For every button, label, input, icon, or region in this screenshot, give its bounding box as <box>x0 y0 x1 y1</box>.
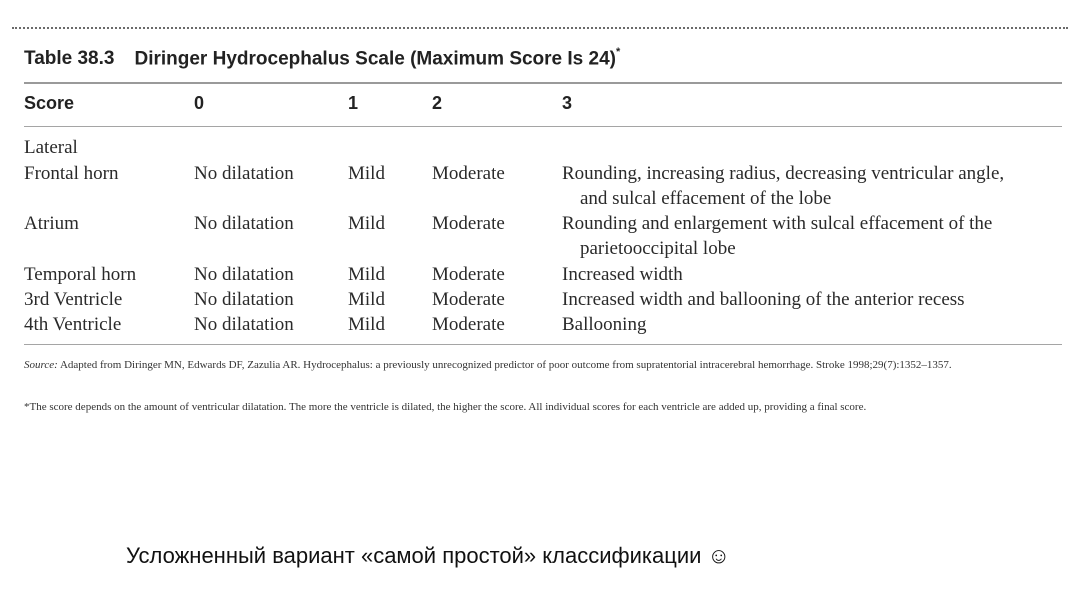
cell-score-3 <box>562 211 992 261</box>
table-number: Table 38.3 <box>24 48 115 70</box>
slide-caption: Усложненный вариант «самой простой» классификации ☺ <box>126 543 731 568</box>
header-bottom-rule <box>24 126 1062 127</box>
table-title <box>24 48 620 70</box>
header-top-rule <box>24 82 1062 84</box>
cell-score-1: Mild <box>348 314 385 335</box>
header-score-1: 1 <box>348 93 359 113</box>
cell-score-2: Moderate <box>432 213 505 234</box>
cell-score-0: No dilatation <box>194 213 294 234</box>
row-name: Temporal horn <box>24 264 137 285</box>
group-label-lateral: Lateral <box>24 137 78 158</box>
footnote-mark: * <box>24 401 30 413</box>
header-score: Score <box>24 93 75 113</box>
cell-score-3-line1: Rounding, increasing radius, decreasing ventricular angle, <box>562 163 1005 184</box>
header-score-3: 3 <box>562 93 573 113</box>
cell-score-0: No dilatation <box>194 264 294 285</box>
title-footnote-mark: * <box>616 46 621 58</box>
cell-score-3-line2: parietooccipital lobe <box>580 238 736 259</box>
table-bottom-rule <box>24 344 1062 345</box>
header-score-2: 2 <box>432 93 443 113</box>
cell-score-3: Increased width <box>562 264 683 285</box>
cell-score-2: Moderate <box>432 264 505 285</box>
row-name: Frontal horn <box>24 163 119 184</box>
cell-score-0: No dilatation <box>194 314 294 335</box>
cell-score-2: Moderate <box>432 314 505 335</box>
cell-score-1: Mild <box>348 213 385 234</box>
row-name: Atrium <box>24 213 79 234</box>
cell-score-3 <box>562 161 1004 211</box>
cell-score-0: No dilatation <box>194 289 294 310</box>
header-score-0: 0 <box>194 93 205 113</box>
source-text: Adapted from Diringer MN, Edwards DF, Zazulia AR. Hydrocephalus: a previously unrecognized predictor of poor outcome from supratentorial intracerebral hemorrhage. Stroke 1998;29(7):1352–1357. <box>59 359 952 371</box>
cell-score-1: Mild <box>348 289 385 310</box>
cell-score-2: Moderate <box>432 289 505 310</box>
score-footnote <box>24 399 1060 416</box>
cell-score-3-line1: Rounding and enlargement with sulcal effacement of the <box>562 213 993 234</box>
cell-score-0: No dilatation <box>194 163 294 184</box>
footnote-text: The score depends on the amount of ventricular dilatation. The more the ventricle is dilated, the higher the score. All individual scores for each ventricle are added up, providing a final score. <box>29 401 867 413</box>
cell-score-1: Mild <box>348 163 385 184</box>
cell-score-2: Moderate <box>432 163 505 184</box>
row-name: 4th Ventricle <box>24 314 122 335</box>
dotted-divider <box>12 27 1068 29</box>
cell-score-3-line2: and sulcal effacement of the lobe <box>580 188 832 209</box>
cell-score-3: Increased width and ballooning of the anterior recess <box>562 289 965 310</box>
row-name: 3rd Ventricle <box>24 289 123 310</box>
source-note <box>24 357 1060 374</box>
source-label: Source: <box>24 359 58 371</box>
cell-score-3: Ballooning <box>562 314 647 335</box>
cell-score-1: Mild <box>348 264 385 285</box>
table-title-text: Diringer Hydrocephalus Scale (Maximum Score Is 24) <box>134 48 616 70</box>
